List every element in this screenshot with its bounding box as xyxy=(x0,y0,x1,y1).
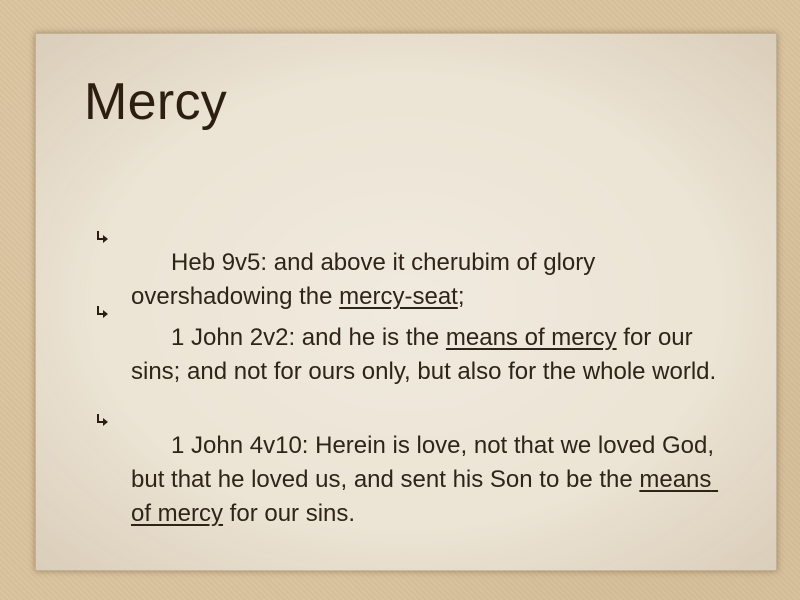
text-segment: ; xyxy=(457,283,465,310)
underlined-term-means-of-mercy: means of mercy xyxy=(131,466,719,527)
underlined-term-mercy-seat: mercy-seat xyxy=(339,283,458,310)
arrow-down-right-icon xyxy=(95,404,111,420)
text-segment: Heb 9v5: and above it cherubim of glory overshadowing the xyxy=(131,249,602,310)
bullet-text xyxy=(131,395,731,565)
text-segment: for our sins. xyxy=(223,500,356,527)
text-segment: 1 John 2v2: and he is the xyxy=(171,324,446,351)
arrow-down-right-icon xyxy=(95,296,111,312)
text-segment: for our sins; and not for ours only, but also for the whole world. xyxy=(131,324,717,385)
text-segment: 1 John 4v10: Herein is love, not that we loved God, but that he loved us, and sent his Son to be the xyxy=(131,432,721,493)
underlined-term-means-of-mercy: means of mercy xyxy=(445,324,617,351)
arrow-down-right-icon xyxy=(95,221,111,237)
slide-title: Mercy xyxy=(84,73,228,131)
